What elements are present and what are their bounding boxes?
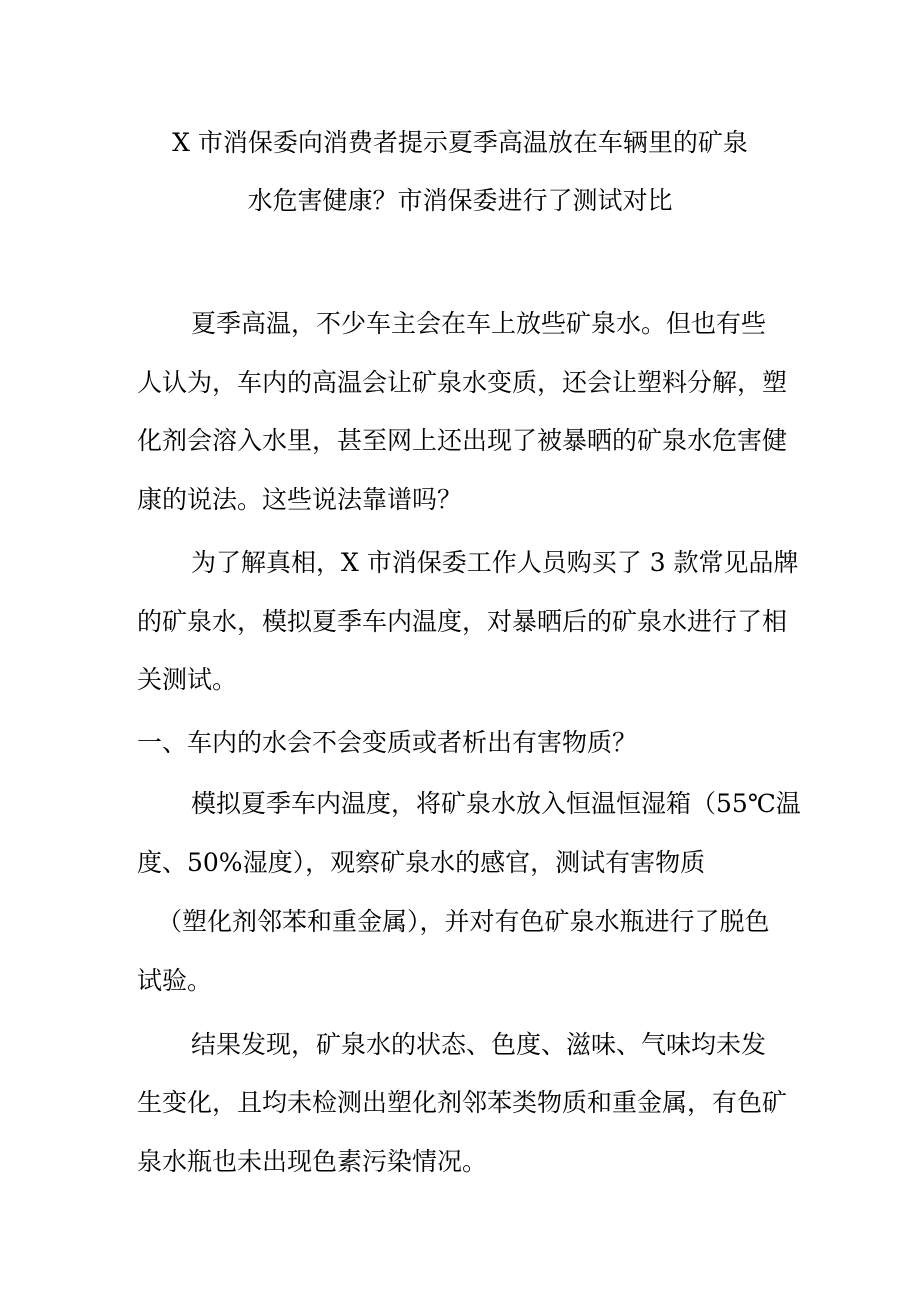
section-paragraph-2-line-2: 生变化，且均未检测出塑化剂邻苯类物质和重金属，有色矿 [137,1088,788,1117]
section-paragraph-2-line-3: 泉水瓶也未出现色素污染情况。 [137,1147,488,1176]
paragraph-1-line-2: 人认为，车内的高温会让矿泉水变质，还会让塑料分解，塑 [137,368,788,397]
paragraph-2-line-2: 的矿泉水，模拟夏季车内温度，对暴晒后的矿泉水进行了相 [137,607,788,636]
paragraph-2-line-3: 关测试。 [137,665,238,694]
paragraph-1-line-3: 化剂会溶入水里，甚至网上还出现了被暴晒的矿泉水危害健 [137,426,788,455]
section-paragraph-1-line-1: 模拟夏季车内温度，将矿泉水放入恒温恒湿箱（55℃温 [191,789,801,818]
section-heading: 一、车内的水会不会变质或者析出有害物质？ [137,728,638,757]
section-paragraph-2-line-1: 结果发现，矿泉水的状态、色度、滋味、气味均未发 [191,1030,767,1059]
section-paragraph-1-line-3: （塑化剂邻苯和重金属），并对有色矿泉水瓶进行了脱色 [157,907,770,936]
paragraph-1-line-4: 康的说法。这些说法靠谱吗？ [137,485,463,514]
document-title-line-2: 水危害健康？市消保委进行了测试对比 [247,186,673,215]
document-title-line-1: X 市消保委向消费者提示夏季高温放在车辆里的矿泉 [172,128,748,157]
section-paragraph-1-line-2: 度、50%湿度），观察矿泉水的感官，测试有害物质 [137,848,706,877]
paragraph-1-line-1: 夏季高温，不少车主会在车上放些矿泉水。但也有些 [191,309,767,338]
paragraph-2-line-1: 为了解真相，X 市消保委工作人员购买了 3 款常见品牌 [191,548,799,577]
section-paragraph-1-line-4: 试验。 [137,966,213,995]
